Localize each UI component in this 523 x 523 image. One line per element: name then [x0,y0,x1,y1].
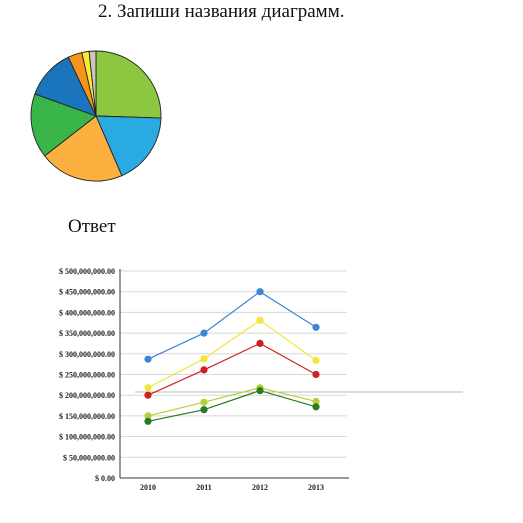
x-tick-label: 2013 [308,483,324,492]
pie-chart [26,46,166,186]
data-point [200,406,207,413]
y-tick-label: $ 100,000,000.00 [59,432,115,442]
y-tick-label: $ 450,000,000.00 [59,287,115,297]
pie-slice-1 [96,51,161,118]
data-point [312,357,319,364]
data-point [256,288,263,295]
x-tick-label: 2010 [140,483,156,492]
data-point [144,384,151,391]
data-point [200,330,207,337]
line-chart [0,258,523,498]
data-point [200,366,207,373]
data-point [256,317,263,324]
y-tick-label: $ 50,000,000.00 [63,453,115,463]
data-point [200,355,207,362]
task-title: 2. Запиши названия диаграмм. [98,1,345,22]
y-tick-label: $ 150,000,000.00 [59,411,115,421]
y-tick-label: $ 350,000,000.00 [59,329,115,339]
series-line-3 [148,343,316,395]
data-point [256,387,263,394]
data-point [312,324,319,331]
data-point [144,356,151,363]
data-point [200,399,207,406]
data-point [144,392,151,399]
answer-label: Ответ [68,216,116,237]
data-point [144,418,151,425]
y-tick-label: $ 0.00 [95,474,115,483]
y-tick-label: $ 200,000,000.00 [59,391,115,401]
data-point [256,340,263,347]
data-point [312,371,319,378]
y-tick-label: $ 500,000,000.00 [59,267,115,276]
y-tick-label: $ 250,000,000.00 [59,370,115,380]
x-tick-label: 2011 [196,483,212,492]
x-tick-label: 2012 [252,483,268,492]
series-line-1 [148,292,316,360]
data-point [312,403,319,410]
y-tick-label: $ 400,000,000.00 [59,308,115,318]
y-tick-label: $ 300,000,000.00 [59,349,115,359]
